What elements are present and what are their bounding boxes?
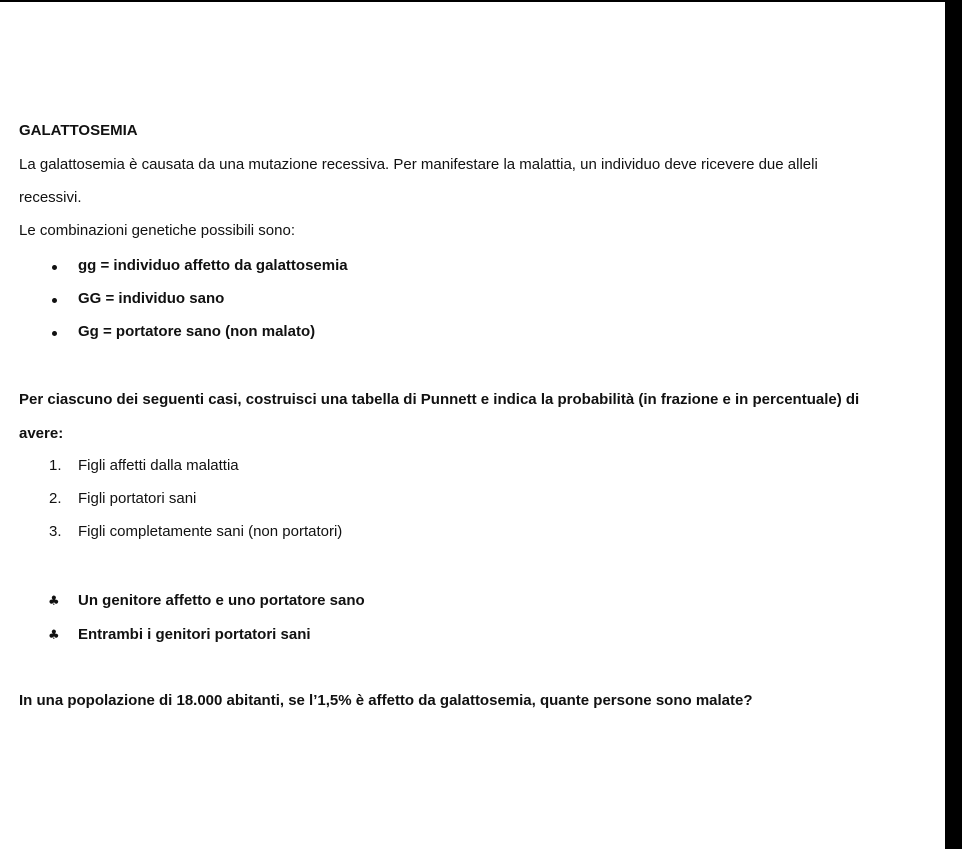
- case-affected-and-carrier: Un genitore affetto e uno portatore sano: [78, 592, 365, 609]
- list-number: 3.: [49, 523, 62, 540]
- genotype-Gg: Gg = portatore sano (non malato): [78, 323, 316, 340]
- intro-line-1: La galattosemia è causata da una mutazione recessiva. Per manifestare la malattia, un individuo deve ricevere due alleli: [19, 156, 818, 173]
- combinations-intro: Le combinazioni genetiche possibili sono:: [19, 222, 296, 239]
- bullet-dot-icon: [52, 298, 57, 303]
- genotype-GG: GG = individuo sano: [78, 290, 225, 307]
- bullet-dot-icon: [52, 331, 57, 336]
- club-bullet-icon: ♣: [48, 628, 60, 643]
- task-line-2: avere:: [19, 425, 64, 442]
- window-edge: [945, 0, 962, 849]
- population-question: In una popolazione di 18.000 abitanti, se l’1,5% è affetto da galattosemia, quante persone sono malate?: [19, 692, 753, 709]
- outcome-healthy: Figli completamente sani (non portatori): [78, 523, 343, 540]
- outcome-carriers: Figli portatori sani: [78, 490, 197, 507]
- task-line-1: Per ciascuno dei seguenti casi, costruisci una tabella di Punnett e indica la probabilità (in frazione e in percentuale) di: [19, 391, 860, 408]
- list-number: 2.: [49, 490, 62, 507]
- genotype-gg: gg = individuo affetto da galattosemia: [78, 257, 348, 274]
- intro-line-2: recessivi.: [19, 189, 82, 206]
- outcome-affected: Figli affetti dalla malattia: [78, 457, 239, 474]
- bullet-dot-icon: [52, 265, 57, 270]
- document-title: GALATTOSEMIA: [19, 122, 138, 139]
- club-bullet-icon: ♣: [48, 594, 60, 609]
- list-number: 1.: [49, 457, 62, 474]
- case-both-carriers: Entrambi i genitori portatori sani: [78, 626, 311, 643]
